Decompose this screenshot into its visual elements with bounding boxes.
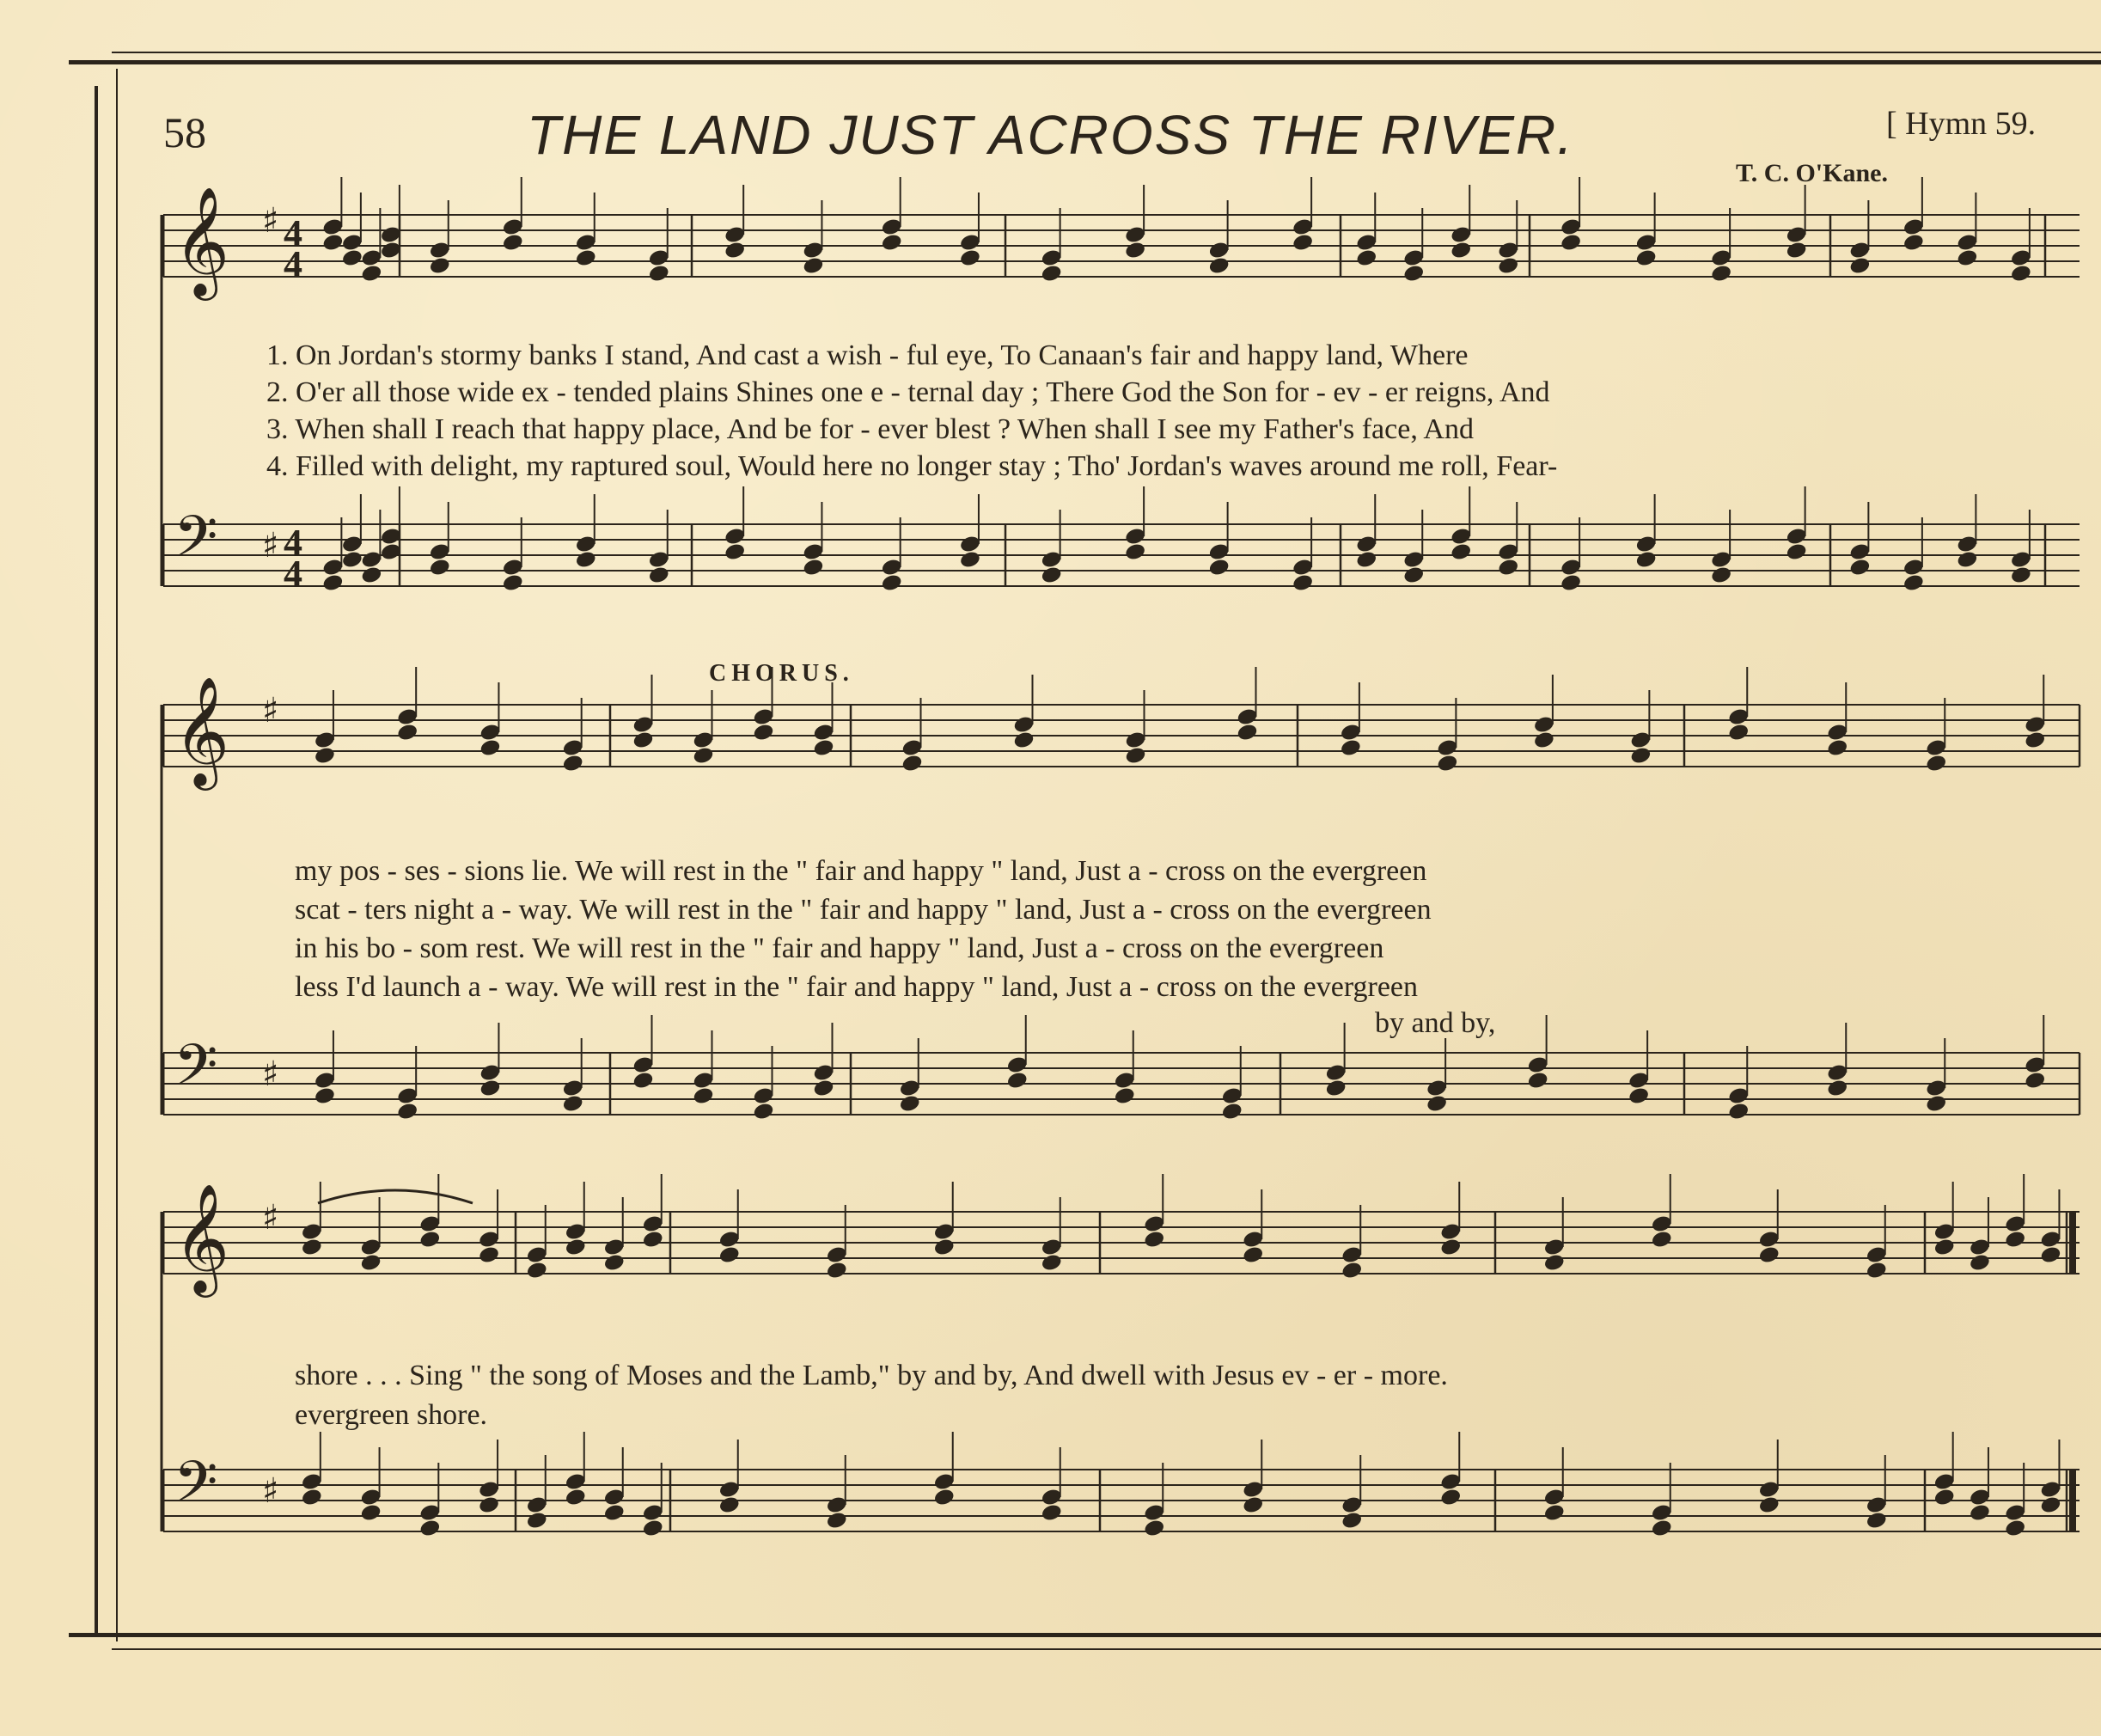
note-head: [826, 1511, 848, 1531]
note-head: [1124, 241, 1146, 260]
note-head: [1402, 264, 1425, 284]
note-head: [575, 550, 597, 570]
note-head: [1208, 558, 1231, 578]
note-head: [1341, 1511, 1363, 1531]
note-head: [1450, 241, 1472, 260]
note-head: [1933, 1238, 1956, 1257]
treble-clef-icon: 𝄞: [174, 186, 230, 296]
note-head: [1012, 730, 1035, 750]
note-head: [418, 1519, 441, 1538]
note-head: [724, 542, 746, 562]
chorus-line-2: scat - ters night a - way. We will rest in the " fair and happy " land, Just a - cross on the evergreen: [295, 894, 1432, 926]
time-signature-bottom: 4: [284, 243, 302, 285]
note-head: [396, 723, 418, 743]
note-head: [478, 1245, 500, 1265]
final-lyrics-line: shore . . . Sing " the song of Moses and the Lamb," by and by, And dwell with Jesus ev - er - more.: [295, 1360, 1448, 1391]
note-head: [812, 1079, 834, 1098]
bass-clef-icon: 𝄢: [174, 504, 218, 584]
chorus-line-3: in his bo - som rest. We will rest in the " fair and happy " land, Just a - cross on the evergreen: [295, 932, 1384, 964]
note-head: [632, 1071, 654, 1091]
note-head: [360, 264, 382, 284]
note-head: [562, 1094, 584, 1114]
note-head: [341, 248, 363, 268]
note-head: [1727, 723, 1750, 743]
note-head: [1758, 1495, 1780, 1515]
note-head: [933, 1488, 956, 1507]
note-head: [1340, 738, 1362, 758]
note-head: [2039, 1245, 2061, 1265]
note-head: [1143, 1519, 1165, 1538]
note-head: [1826, 1079, 1848, 1098]
chorus-line-4: less I'd launch a - way. We will rest in the " fair and happy " land, Just a - cross on the evergreen: [295, 971, 1419, 1003]
verse-3-lyrics: 3. When shall I reach that happy place, And be for - ever blest ? When shall I see my Father's face, And: [266, 413, 1474, 445]
note-head: [1439, 1238, 1462, 1257]
chorus-line-1: my pos - ses - sions lie. We will rest in the " fair and happy " land, Just a - cross on the evergreen: [295, 855, 1427, 887]
note-head: [1925, 1094, 1947, 1114]
note-head: [1242, 1245, 1264, 1265]
by-and-by-label: by and by,: [1375, 1007, 1496, 1039]
treble-clef-icon: 𝄞: [174, 675, 230, 785]
note-head: [2004, 1230, 2026, 1250]
note-head: [881, 573, 903, 593]
note-head: [1848, 558, 1871, 578]
note-head: [718, 1495, 741, 1515]
bass-clef-icon: 𝄢: [174, 1032, 218, 1112]
note-head: [1436, 754, 1458, 773]
note-head: [1903, 233, 1925, 253]
note-head: [1635, 550, 1658, 570]
hymn-title: THE LAND JUST ACROSS THE RIVER.: [527, 104, 1574, 166]
note-head: [2010, 565, 2032, 585]
note-head: [724, 241, 746, 260]
note-head: [959, 248, 981, 268]
note-head: [1560, 573, 1582, 593]
note-head: [1527, 1071, 1549, 1091]
note-head: [478, 1495, 500, 1515]
note-head: [642, 1230, 664, 1250]
note-head: [502, 573, 524, 593]
verse-2-lyrics: 2. O'er all those wide ex - tended plains Shines one e - ternal day ; There God the Son for - ev - er reigns, And: [266, 376, 1550, 408]
note-head: [648, 565, 670, 585]
note-head: [1786, 542, 1808, 562]
sharp-icon: ♯: [262, 1054, 279, 1094]
sharp-icon: ♯: [262, 1198, 279, 1238]
note-head: [1710, 264, 1732, 284]
note-head: [396, 1102, 418, 1122]
note-head: [1651, 1519, 1673, 1538]
sharp-icon: ♯: [262, 691, 279, 730]
note-head: [1292, 573, 1314, 593]
note-head: [1439, 1488, 1462, 1507]
note-head: [1635, 248, 1658, 268]
note-head: [1727, 1102, 1750, 1122]
note-head: [1341, 1261, 1363, 1281]
note-head: [1848, 256, 1871, 276]
note-head: [2004, 1519, 2026, 1538]
sharp-icon: ♯: [262, 201, 279, 241]
note-head: [301, 1238, 323, 1257]
note-head: [901, 754, 923, 773]
note-head: [359, 1503, 382, 1523]
note-head: [802, 256, 824, 276]
note-head: [1925, 754, 1947, 773]
note-head: [642, 1519, 664, 1538]
note-head: [1114, 1086, 1136, 1106]
note-head: [2024, 730, 2046, 750]
note-head: [321, 573, 344, 593]
note-head: [1355, 550, 1377, 570]
note-head: [1041, 1253, 1063, 1273]
note-head: [565, 1488, 587, 1507]
note-head: [802, 558, 824, 578]
note-head: [826, 1261, 848, 1281]
note-head: [718, 1245, 741, 1265]
note-head: [1866, 1511, 1888, 1531]
note-head: [1543, 1503, 1566, 1523]
note-head: [1560, 233, 1582, 253]
note-head: [1450, 542, 1472, 562]
note-head: [692, 746, 714, 766]
note-head: [1956, 550, 1978, 570]
note-head: [526, 1511, 548, 1531]
note-head: [1041, 1503, 1063, 1523]
note-head: [2024, 1071, 2046, 1091]
note-head: [1355, 248, 1377, 268]
page-number: 58: [163, 108, 206, 156]
note-head: [1629, 746, 1652, 766]
note-head: [1006, 1071, 1029, 1091]
note-head: [1124, 746, 1146, 766]
note-head: [2010, 264, 2032, 284]
note-head: [429, 256, 451, 276]
verse-4-lyrics: 4. Filled with delight, my raptured soul, Would here no longer stay ; Tho' Jordan's waves around me roll, Fear-: [266, 450, 1558, 482]
bass-clef-icon: 𝄢: [174, 1449, 218, 1529]
sharp-icon: ♯: [262, 526, 279, 565]
note-head: [418, 1230, 441, 1250]
note-head: [321, 233, 344, 253]
note-head: [603, 1503, 626, 1523]
note-head: [1956, 248, 1978, 268]
note-head: [1402, 565, 1425, 585]
sharp-icon: ♯: [262, 1471, 279, 1511]
note-head: [899, 1094, 921, 1114]
note-head: [1786, 241, 1808, 260]
time-signature-top: 4: [284, 522, 302, 564]
note-head: [959, 550, 981, 570]
note-head: [429, 558, 451, 578]
note-head: [1497, 256, 1519, 276]
verse-1-lyrics: 1. On Jordan's stormy banks I stand, And cast a wish - ful eye, To Canaan's fair and happy land, Where: [266, 339, 1469, 371]
note-head: [479, 1079, 501, 1098]
note-head: [526, 1261, 548, 1281]
note-head: [301, 1488, 323, 1507]
note-head: [1651, 1230, 1673, 1250]
note-head: [1242, 1495, 1264, 1515]
note-head: [1628, 1086, 1650, 1106]
note-head: [1866, 1261, 1888, 1281]
slur-mark: [318, 1190, 473, 1203]
note-head: [603, 1253, 626, 1273]
time-signature-bottom: 4: [284, 553, 302, 595]
note-head: [314, 1086, 336, 1106]
note-head: [1533, 730, 1555, 750]
note-head: [1143, 1230, 1165, 1250]
note-head: [752, 723, 774, 743]
note-head: [812, 738, 834, 758]
note-head: [502, 233, 524, 253]
note-head: [1710, 565, 1732, 585]
note-head: [565, 1238, 587, 1257]
note-head: [648, 264, 670, 284]
note-head: [1826, 738, 1848, 758]
note-head: [1041, 264, 1063, 284]
note-head: [1124, 542, 1146, 562]
note-head: [933, 1238, 956, 1257]
note-head: [2039, 1495, 2061, 1515]
note-head: [479, 738, 501, 758]
note-head: [1208, 256, 1231, 276]
note-head: [752, 1102, 774, 1122]
note-head: [632, 730, 654, 750]
composer: T. C. O'Kane.: [1736, 159, 1888, 187]
time-signature-top: 4: [284, 212, 302, 254]
note-head: [1236, 723, 1258, 743]
note-head: [1325, 1079, 1347, 1098]
chorus-label: CHORUS.: [709, 660, 854, 687]
note-head: [1426, 1094, 1448, 1114]
note-head: [1041, 565, 1063, 585]
note-head: [1221, 1102, 1243, 1122]
treble-clef-icon: 𝄞: [174, 1183, 230, 1293]
note-head: [562, 754, 584, 773]
note-head: [1543, 1253, 1566, 1273]
note-head: [359, 1253, 382, 1273]
note-head: [1497, 558, 1519, 578]
final-lyrics-line-2: evergreen shore.: [295, 1399, 488, 1431]
note-head: [575, 248, 597, 268]
note-head: [1758, 1245, 1780, 1265]
note-head: [1292, 233, 1314, 253]
note-head: [314, 746, 336, 766]
note-head: [1969, 1253, 1991, 1273]
note-head: [1969, 1503, 1991, 1523]
note-head: [1933, 1488, 1956, 1507]
note-head: [341, 550, 363, 570]
note-head: [360, 565, 382, 585]
hymn-reference: [ Hymn 59.: [1886, 106, 2037, 142]
note-head: [1903, 573, 1925, 593]
note-head: [692, 1086, 714, 1106]
note-head: [881, 233, 903, 253]
